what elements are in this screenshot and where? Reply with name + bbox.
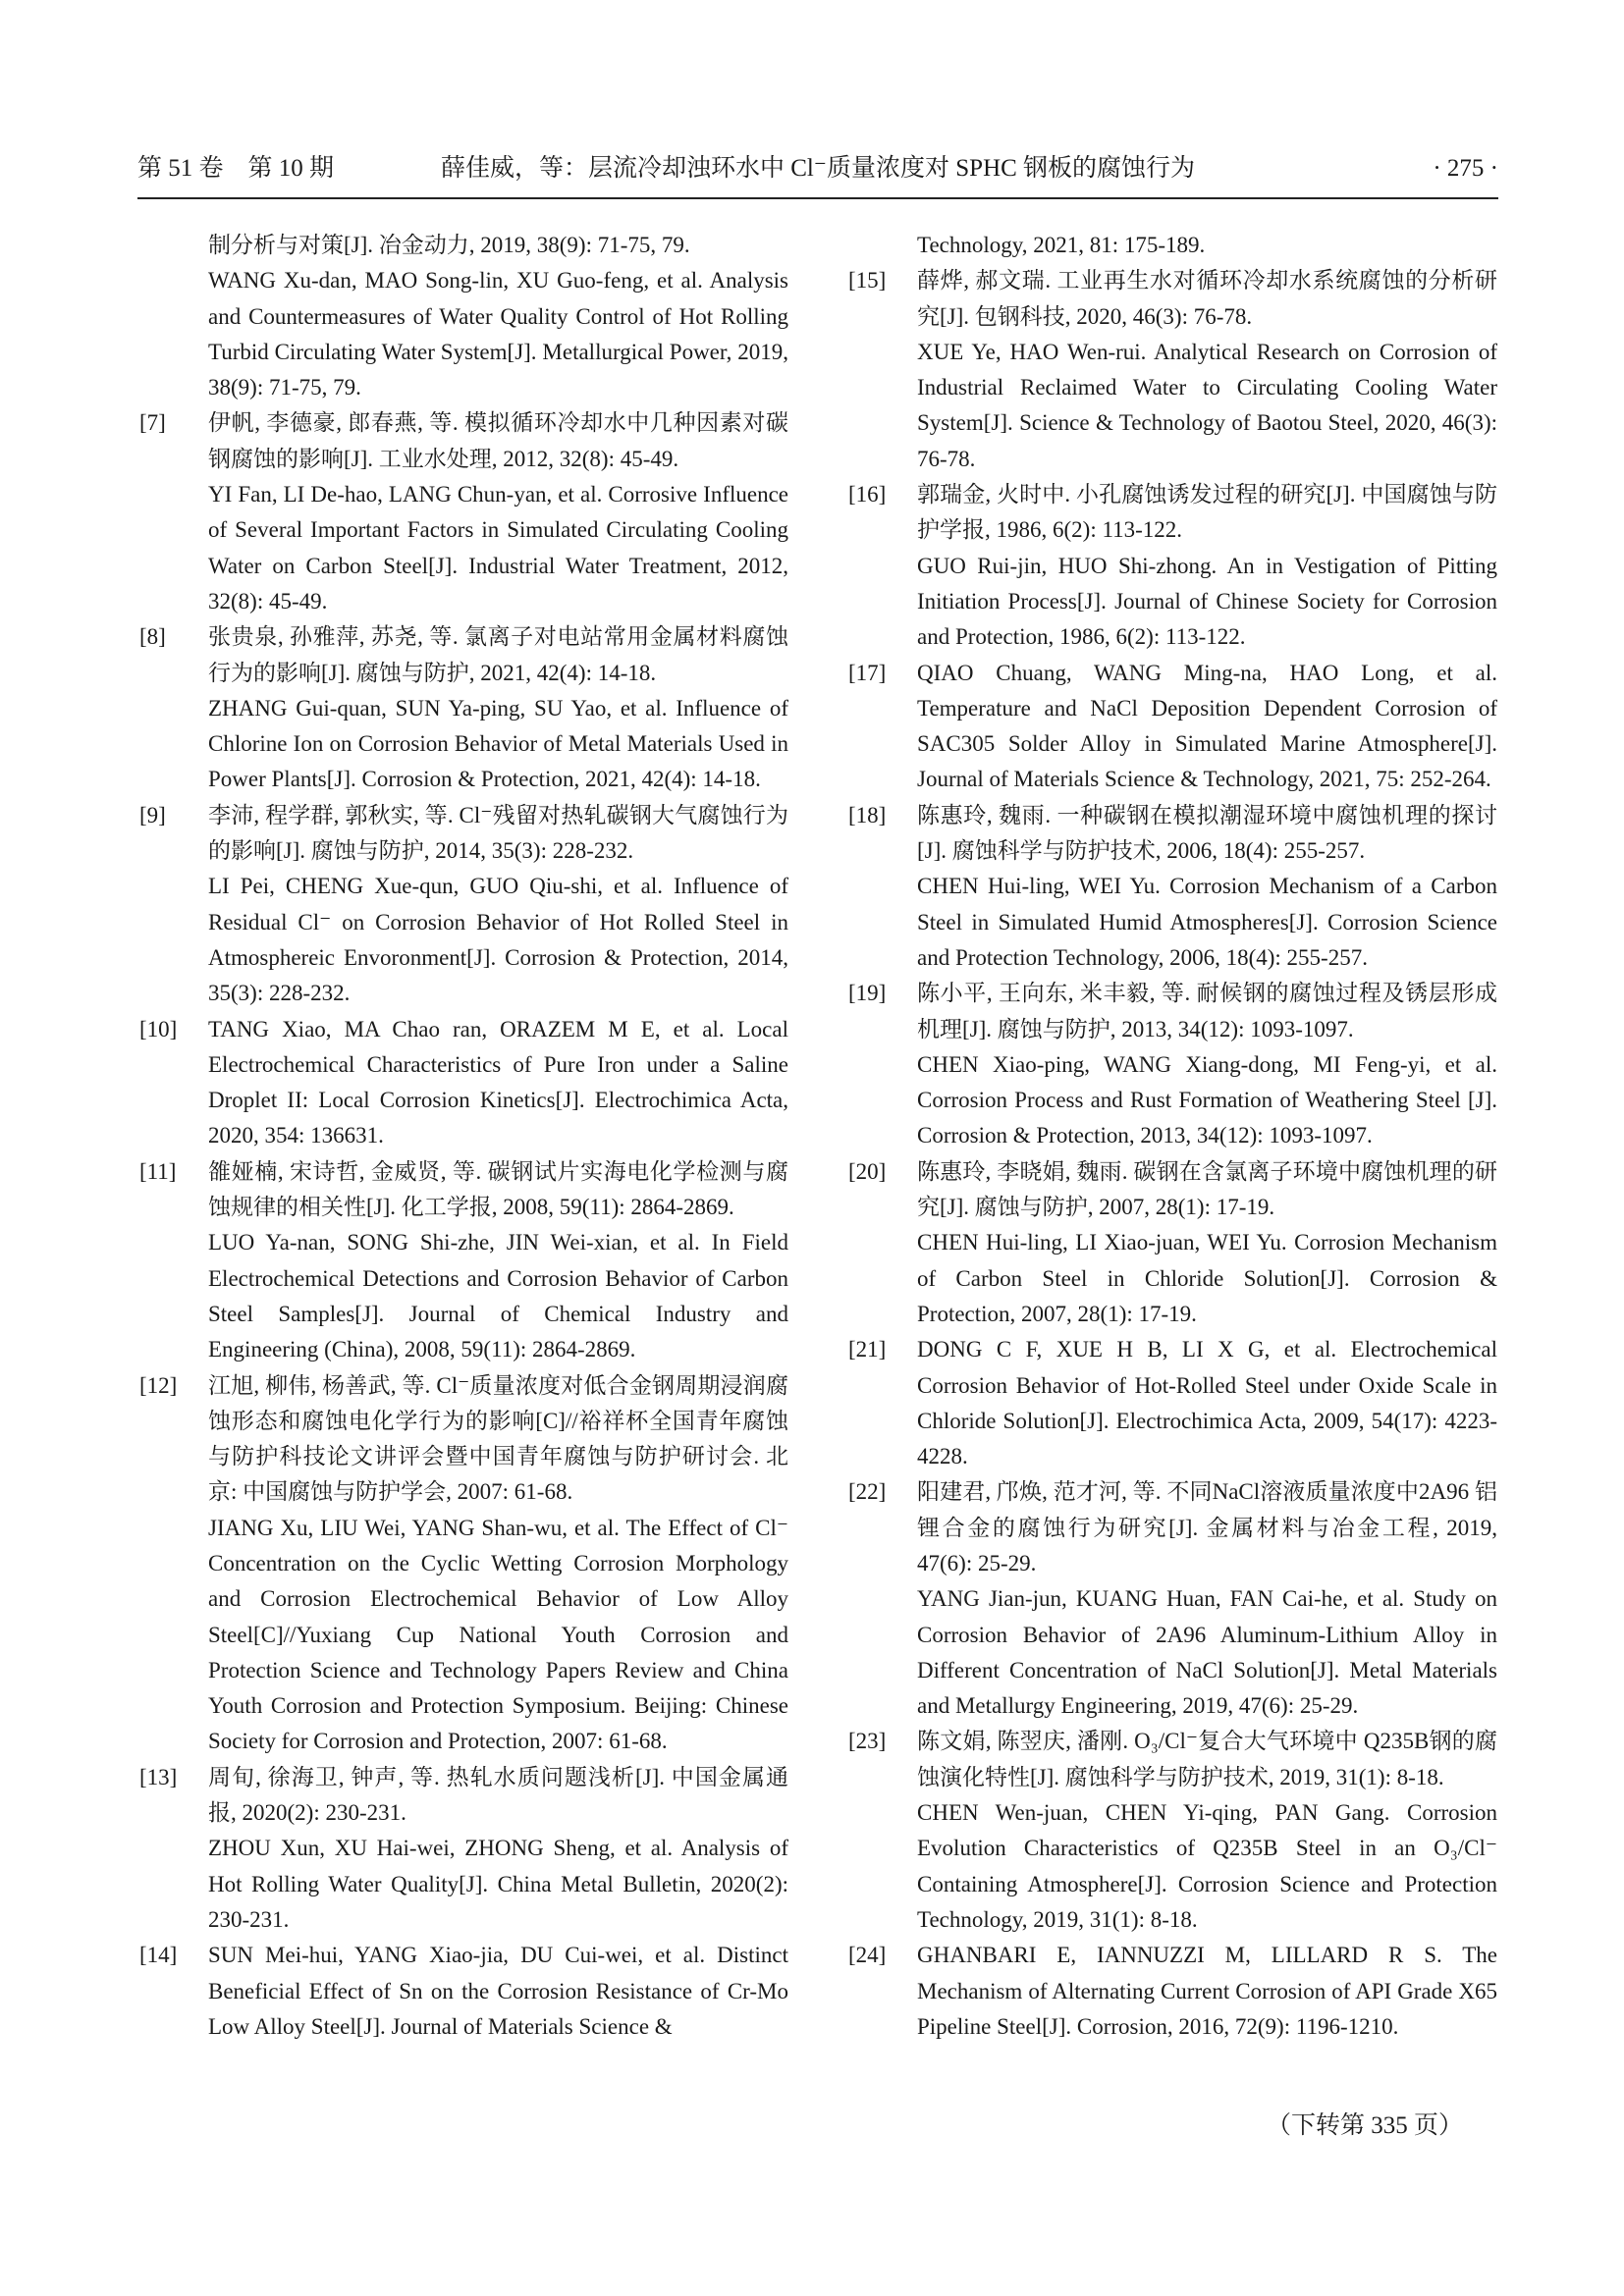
reference-item bbox=[846, 1332, 1497, 1474]
reference-number: [17] bbox=[848, 660, 887, 685]
reference-text: 张贵泉, 孙雅萍, 苏尧, 等. 氯离子对电站常用金属材料腐蚀行为的影响[J]. 腐蚀与防护, 2021, 42(4): 14-18. ZHANG Gui-quan, SUN Ya-ping, SU Yao, et al. Influence of Chlorine Ion on Corrosion Behavior of Metal Materials Used in Power Plants[J]. Corrosion & Protection, 2021, 42(4): 14-18. bbox=[208, 624, 788, 792]
reference-number: [18] bbox=[848, 802, 887, 828]
reference-item bbox=[137, 228, 788, 405]
reference-number: [16] bbox=[848, 482, 887, 507]
reference-number: [22] bbox=[848, 1479, 887, 1505]
reference-number: [11] bbox=[139, 1158, 177, 1184]
right-column bbox=[846, 228, 1497, 2045]
reference-item bbox=[846, 976, 1497, 1153]
reference-item bbox=[846, 1154, 1497, 1332]
reference-item bbox=[846, 798, 1497, 976]
reference-number: [10] bbox=[139, 1016, 178, 1041]
continuation-note: （下转第 335 页） bbox=[1267, 2112, 1464, 2139]
volume-issue: 第 51 卷 第 10 期 bbox=[137, 155, 335, 182]
reference-text: 制分析与对策[J]. 冶金动力, 2019, 38(9): 71-75, 79. WANG Xu-dan, MAO Song-lin, XU Guo-feng, et al. Analysis and Countermeasures of Water Quality Control of Hot Rolling Turbid Circulating Water System[J]. Metallurgical Power, 2019, 38(9): 71-75, 79. bbox=[208, 233, 788, 400]
page-number: · 275 · bbox=[1433, 155, 1498, 182]
reference-text: Technology, 2021, 81: 175-189. bbox=[917, 233, 1206, 257]
reference-item bbox=[846, 656, 1497, 798]
reference-text: 陈惠玲, 魏雨. 一种碳钢在模拟潮湿环境中腐蚀机理的探讨[J]. 腐蚀科学与防护技术, 2006, 18(4): 255-257. CHEN Hui-ling, WEI Yu. Corrosion Mechanism of a Carbon Steel in Simulated Humid Atmospheres[J]. Corrosion Science and Protection Technology, 2006, 18(4): 255-257. bbox=[917, 802, 1497, 970]
reference-text: 伊帆, 李德豪, 郎春燕, 等. 模拟循环冷却水中几种因素对碳钢腐蚀的影响[J]. 工业水处理, 2012, 32(8): 45-49. YI Fan, LI De-hao, LANG Chun-yan, et al. Corrosive Influence of Several Important Factors in Simulated Circulating Cooling Water on Carbon Steel[J]. Industrial Water Treatment, 2012, 32(8): 45-49. bbox=[208, 410, 788, 614]
reference-number: [12] bbox=[139, 1372, 178, 1398]
reference-item bbox=[137, 798, 788, 1012]
reference-item bbox=[137, 1760, 788, 1938]
reference-text: 薛烨, 郝文瑞. 工业再生水对循环冷却水系统腐蚀的分析研究[J]. 包钢科技, 2020, 46(3): 76-78. XUE Ye, HAO Wen-rui. Analytical Research on Corrosion of Industrial Reclaimed Water to Circulating Cooling Water System[J]. Science & Technology of Baotou Steel, 2020, 46(3): 76-78. bbox=[917, 268, 1497, 471]
reference-item bbox=[137, 1012, 788, 1154]
reference-number: [15] bbox=[848, 268, 887, 294]
reference-number: [21] bbox=[848, 1337, 887, 1362]
reference-text: SUN Mei-hui, YANG Xiao-jia, DU Cui-wei, et al. Distinct Beneficial Effect of Sn on the Corrosion Resistance of Cr-Mo Low Alloy Steel[J]. Journal of Materials Science & bbox=[208, 1943, 788, 2039]
left-column bbox=[137, 228, 788, 2045]
reference-text: 周旬, 徐海卫, 钟声, 等. 热轧水质问题浅析[J]. 中国金属通报, 2020(2): 230-231. ZHOU Xun, XU Hai-wei, ZHONG Sheng, et al. Analysis of Hot Rolling Water Quality[J]. China Metal Bulletin, 2020(2): 230-231. bbox=[208, 1764, 788, 1932]
reference-item bbox=[137, 1938, 788, 2045]
reference-text: DONG C F, XUE H B, LI X G, et al. Electrochemical Corrosion Behavior of Hot-Rolled Steel under Oxide Scale in Chloride Solution[J]. Electrochimica Acta, 2009, 54(17): 4223-4228. bbox=[917, 1337, 1497, 1469]
reference-number: [14] bbox=[139, 1943, 178, 1968]
reference-item bbox=[846, 263, 1497, 477]
reference-item bbox=[846, 1724, 1497, 1938]
reference-item bbox=[137, 1368, 788, 1760]
header-rule bbox=[137, 197, 1498, 199]
running-title: 薛佳威，等：层流冷却浊环水中 Cl⁻质量浓度对 SPHC 钢板的腐蚀行为 bbox=[440, 155, 1196, 182]
reference-text: TANG Xiao, MA Chao ran, ORAZEM M E, et al. Local Electrochemical Characteristics of Pure Iron under a Saline Droplet II: Local Corrosion Kinetics[J]. Electrochimica Acta, 2020, 354: 136631. bbox=[208, 1016, 788, 1148]
reference-number: [13] bbox=[139, 1764, 178, 1789]
reference-number: [19] bbox=[848, 981, 887, 1006]
reference-text: 江旭, 柳伟, 杨善武, 等. Cl⁻质量浓度对低合金钢周期浸润腐蚀形态和腐蚀电化学行为的影响[C]//裕祥杯全国青年腐蚀与防护科技论文讲评会暨中国青年腐蚀与防护研讨会. 北京: 中国腐蚀与防护学会, 2007: 61-68. JIANG Xu, LIU Wei, YANG Shan-wu, et al. The Effect of Cl⁻ Concentration on the Cyclic Wetting Corrosion Morphology and Corrosion Electrochemical Behavior of Low Alloy Steel[C]//Yuxiang Cup National Youth Corrosion and Protection Science and Technology Papers Review and China Youth Corrosion and Protection Symposium. Beijing: Chinese Society for Corrosion and Protection, 2007: 61-68. bbox=[208, 1372, 788, 1754]
reference-text: 李沛, 程学群, 郭秋实, 等. Cl⁻残留对热轧碳钢大气腐蚀行为的影响[J]. 腐蚀与防护, 2014, 35(3): 228-232. LI Pei, CHENG Xue-qun, GUO Qiu-shi, et al. Influence of Residual Cl⁻ on Corrosion Behavior of Hot Rolled Steel in Atmosphereic Envoronment[J]. Corrosion & Protection, 2014, 35(3): 228-232. bbox=[208, 802, 788, 1006]
reference-item bbox=[846, 1474, 1497, 1724]
reference-text: 阳建君, 邝焕, 范才河, 等. 不同NaCl溶液质量浓度中2A96 铝锂合金的腐蚀行为研究[J]. 金属材料与冶金工程, 2019, 47(6): 25-29. YANG Jian-jun, KUANG Huan, FAN Cai-he, et al. Study on Corrosion Behavior of 2A96 Aluminum-Lithium Alloy in Different Concentration of NaCl Solution[J]. Metal Materials and Metallurgy Engineering, 2019, 47(6): 25-29. bbox=[917, 1479, 1497, 1719]
reference-text: 雒娅楠, 宋诗哲, 金威贤, 等. 碳钢试片实海电化学检测与腐蚀规律的相关性[J]. 化工学报, 2008, 59(11): 2864-2869. LUO Ya-nan, SONG Shi-zhe, JIN Wei-xian, et al. In Field Electrochemical Detections and Corrosion Behavior of Carbon Steel Samples[J]. Journal of Chemical Industry and Engineering (China), 2008, 59(11): 2864-2869. bbox=[208, 1158, 788, 1362]
reference-item bbox=[846, 477, 1497, 655]
reference-text: GHANBARI E, IANNUZZI M, LILLARD R S. The Mechanism of Alternating Current Corrosion of API Grade X65 Pipeline Steel[J]. Corrosion, 2016, 72(9): 1196-1210. bbox=[917, 1943, 1497, 2039]
reference-number: [9] bbox=[139, 802, 166, 828]
running-header bbox=[137, 149, 1498, 188]
reference-text: 陈惠玲, 李晓娟, 魏雨. 碳钢在含氯离子环境中腐蚀机理的研究[J]. 腐蚀与防护, 2007, 28(1): 17-19. CHEN Hui-ling, LI Xiao-juan, WEI Yu. Corrosion Mechanism of Carbon Steel in Chloride Solution[J]. Corrosion & Protection, 2007, 28(1): 17-19. bbox=[917, 1158, 1497, 1326]
reference-number: [23] bbox=[848, 1729, 887, 1754]
reference-text: 陈小平, 王向东, 米丰毅, 等. 耐候钢的腐蚀过程及锈层形成机理[J]. 腐蚀与防护, 2013, 34(12): 1093-1097. CHEN Xiao-ping, WANG Xiang-dong, MI Feng-yi, et al. Corrosion Process and Rust Formation of Weathering Steel [J]. Corrosion & Protection, 2013, 34(12): 1093-1097. bbox=[917, 981, 1497, 1148]
reference-text: 郭瑞金, 火时中. 小孔腐蚀诱发过程的研究[J]. 中国腐蚀与防护学报, 1986, 6(2): 113-122. GUO Rui-jin, HUO Shi-zhong. An in Vestigation of Pitting Initiation Process[J]. Journal of Chinese Society for Corrosion and Protection, 1986, 6(2): 113-122. bbox=[917, 482, 1497, 650]
reference-item bbox=[846, 1938, 1497, 2045]
reference-number: [20] bbox=[848, 1158, 887, 1184]
reference-text: QIAO Chuang, WANG Ming-na, HAO Long, et al. Temperature and NaCl Deposition Dependent Corrosion of SAC305 Solder Alloy in Simulated Marine Atmosphere[J]. Journal of Materials Science & Technology, 2021, 75: 252-264. bbox=[917, 660, 1497, 792]
reference-number: [7] bbox=[139, 410, 166, 436]
reference-item bbox=[137, 1154, 788, 1368]
reference-item bbox=[137, 619, 788, 797]
reference-text: 陈文娟, 陈翌庆, 潘刚. O₃/Cl⁻复合大气环境中 Q235B钢的腐蚀演化特性[J]. 腐蚀科学与防护技术, 2019, 31(1): 8-18. CHEN Wen-juan, CHEN Yi-qing, PAN Gang. Corrosion Evolution Characteristics of Q235B Steel in an O₃/Cl⁻ Containing Atmosphere[J]. Corrosion Science and Protection Technology, 2019, 31(1): 8-18. bbox=[917, 1729, 1497, 1932]
reference-item bbox=[846, 228, 1497, 263]
reference-number: [24] bbox=[848, 1943, 887, 1968]
reference-item bbox=[137, 405, 788, 619]
reference-number: [8] bbox=[139, 624, 166, 650]
